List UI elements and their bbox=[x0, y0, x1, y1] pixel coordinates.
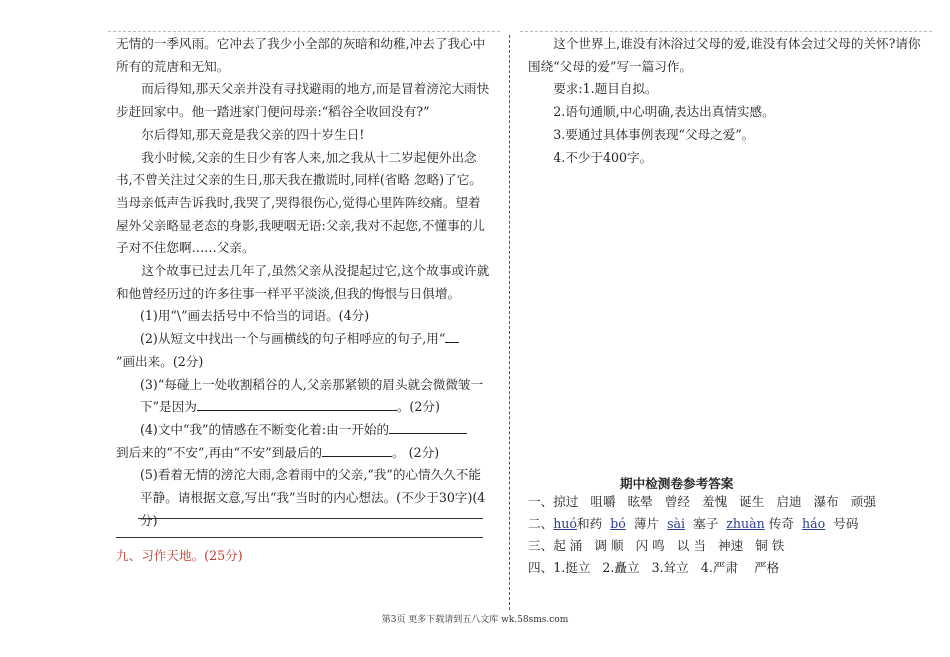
question-4-cont bbox=[116, 442, 491, 465]
left-column bbox=[116, 33, 491, 532]
answer-4: 四、1.挺立 2.矗立 3.耸立 4.严肃 严格 bbox=[528, 560, 780, 575]
pinyin: zhuàn bbox=[726, 516, 765, 531]
question-5: (5)看着无情的滂沱大雨,念着雨中的父亲,“我”的心情久久不能平静。请根据文意,写出“我”当时的内心想法。(不少于30字)(4分) bbox=[140, 467, 486, 528]
passage-paragraph-3: 尔后得知,那天竟是我父亲的四十岁生日! bbox=[141, 126, 365, 142]
passage-paragraph-5: 这个故事已过去几年了,虽然父亲从没提起过它,这个故事或许就和他曾经历过的许多往事一样平平淡淡,但我的悔恨与日俱增。 bbox=[116, 263, 490, 301]
question-1: (1)用“\”画去括号中不恰当的词语。(4分) bbox=[140, 308, 370, 324]
section-nine-heading: 九、习作天地。(25分) bbox=[116, 548, 243, 563]
question-2 bbox=[116, 328, 491, 351]
question-3-points: 。(2分) bbox=[396, 399, 440, 415]
requirement-1: 要求:1.题目自拟。 bbox=[553, 81, 658, 97]
answer-line-1[interactable] bbox=[138, 518, 483, 519]
question-4-points: 。 (2分) bbox=[392, 444, 440, 460]
passage-paragraph-2: 而后得知,那天父亲并没有寻找避雨的地方,而是冒着滂沱大雨快步赶回家中。他一踏进家门便问母亲:“稻谷全收回没有?” bbox=[116, 81, 490, 120]
passage-line-1: 无情的一季风雨。它冲去了我少小全部的灰暗和幼稚,冲去了我心中所有的荒唐和无知。 bbox=[116, 36, 486, 74]
answer-1: 一、掠过 咀嚼 眩晕 曾经 羞愧 诞生 启迪 瀑布 顽强 bbox=[528, 494, 876, 509]
passage-paragraph-4: 我小时候,父亲的生日少有客人来,加之我从十二岁起便外出念书,不曾关注过父亲的生日,那天我在撒谎时,同样(省略 忽略)了它。当母亲低声告诉我时,我哭了,哭得很伤心,觉得心里阵阵绞痛。望着屋外父亲略显老态的身影,我哽咽无语:父亲,我对不起您,不懂事的儿子对不住您啊……父亲。 bbox=[116, 149, 485, 256]
question-4-text: (4)文中“我”的情感在不断变化着:由一开始的 bbox=[140, 421, 390, 437]
answer-line-2[interactable] bbox=[116, 537, 483, 538]
writing-prompt: 这个世界上,谁没有沐浴过父母的爱,谁没有体会过父母的关怀?请你围绕“父母的爱”写一篇习作。 bbox=[528, 36, 921, 74]
answer-2-word: 薄片 bbox=[633, 516, 660, 531]
requirement-4: 4.不少于400字。 bbox=[553, 149, 653, 165]
answer-3: 三、起 涌 调 顺 闪 鸣 以 当 神速 铜 铁 bbox=[528, 538, 785, 553]
pinyin: bó bbox=[610, 516, 626, 531]
answer-blank-4a[interactable] bbox=[389, 419, 467, 434]
requirement-2: 2.语句通顺,中心明确,表达出真情实感。 bbox=[553, 104, 775, 120]
answer-key bbox=[528, 491, 928, 579]
question-2-cont: ”画出来。(2分) bbox=[116, 353, 204, 369]
answer-2-word: 传奇 bbox=[768, 516, 794, 531]
top-dashed-rule-left bbox=[108, 31, 500, 32]
answer-2-word: 塞子 bbox=[693, 516, 719, 531]
pinyin: sài bbox=[667, 516, 686, 531]
answer-2 bbox=[528, 513, 928, 535]
answer-blank-3[interactable] bbox=[197, 396, 397, 411]
top-dashed-rule-right bbox=[520, 31, 932, 32]
pinyin: huó bbox=[553, 516, 577, 531]
question-3-text: (3)“每碰上一处收割稻谷的人,父亲那紧锁的眉头就会微微皱一下”是因为 bbox=[140, 376, 484, 415]
page-footer: 第3页 更多下载请到五八文库 wk.58sms.com bbox=[381, 615, 569, 625]
question-4-text-b: 到后来的“不安”,再由“不安”到最后的 bbox=[116, 444, 323, 460]
column-divider bbox=[509, 35, 510, 610]
answer-blank-4b[interactable] bbox=[322, 442, 392, 457]
pinyin: háo bbox=[802, 516, 826, 531]
answer-2-word: 号码 bbox=[833, 516, 859, 531]
requirement-3: 3.要通过具体事例表现“父母之爱”。 bbox=[553, 126, 755, 142]
right-column bbox=[528, 33, 928, 169]
question-4 bbox=[116, 419, 491, 442]
answers-title: 期中检测卷参考答案 bbox=[620, 476, 734, 491]
answer-2-prefix: 二、 bbox=[528, 516, 554, 531]
answer-2-word: 和药 bbox=[577, 516, 603, 531]
question-2-text: (2)从短文中找出一个与画横线的句子相呼应的句子,用“ bbox=[140, 331, 446, 347]
question-3 bbox=[116, 374, 491, 419]
underline-mark bbox=[445, 328, 459, 343]
